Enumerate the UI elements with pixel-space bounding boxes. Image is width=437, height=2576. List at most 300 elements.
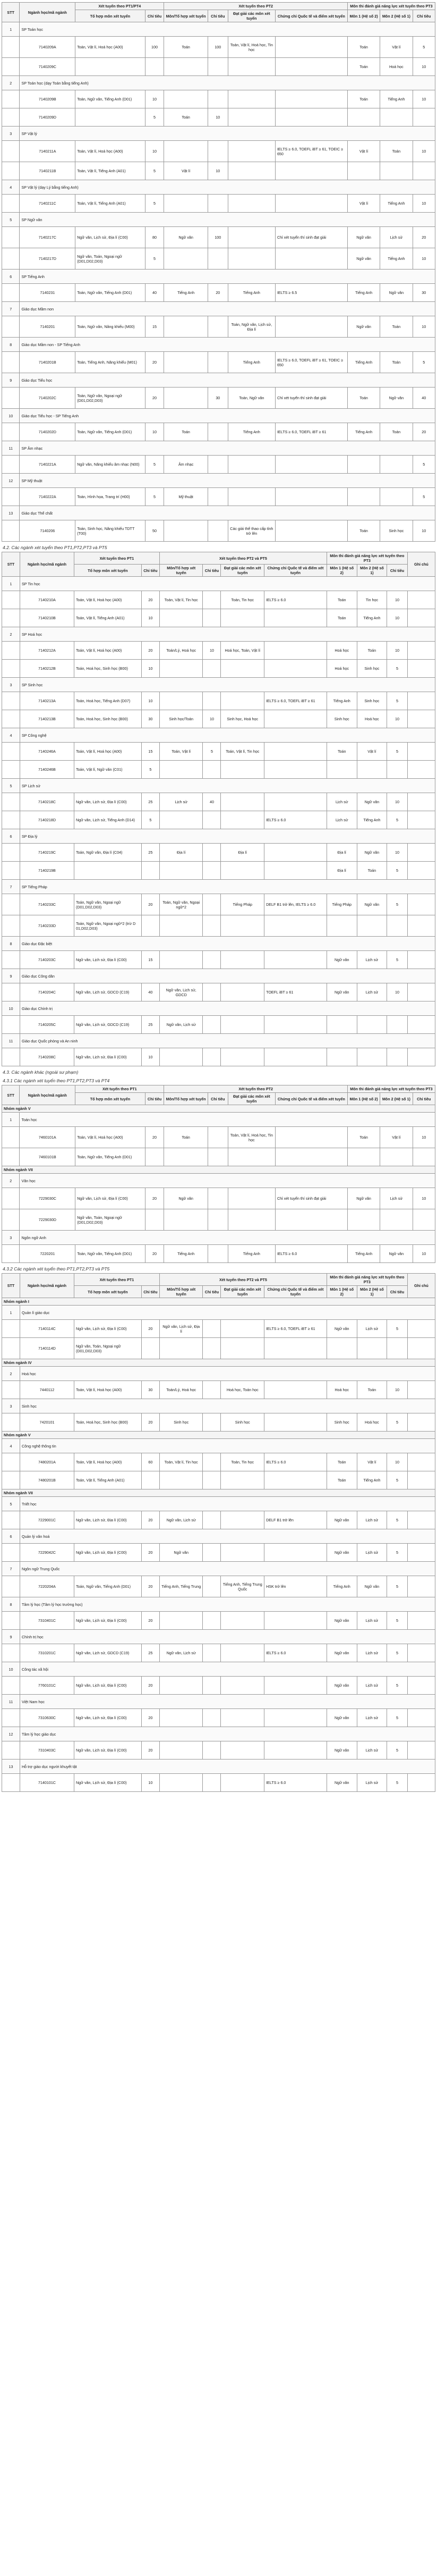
- chi-tieu-cell: 5: [145, 195, 164, 213]
- chi-tieu-cell: 10: [208, 162, 228, 180]
- mon-1-cell: Địa lí: [327, 844, 357, 862]
- stt-cell: [2, 1741, 20, 1760]
- code-cell: 7140202C: [20, 388, 75, 409]
- chi-tieu-cell: 5: [387, 894, 408, 915]
- code-cell: 7440112: [20, 1381, 74, 1399]
- stt-cell: [2, 1471, 20, 1489]
- code-row: [2, 37, 435, 58]
- to-hop-cell: Toán, Vật lí, Hoá học (A00): [75, 1127, 145, 1148]
- stt-cell: 6: [2, 270, 20, 284]
- header-ghi-chu: Ghi chú: [407, 1274, 435, 1298]
- chi-tieu-cell: 10: [203, 642, 221, 660]
- header-pt3: Môn thi đánh giá năng lực xét tuyển theo PT3: [347, 3, 435, 10]
- chung-chi-cell: [264, 1338, 327, 1359]
- mon-2-cell: Vật lí: [380, 1127, 413, 1148]
- code-cell: 7229030D: [20, 1209, 75, 1231]
- mon-xet-tuyen-cell: [159, 1677, 203, 1695]
- major-name-cell: SP Công nghệ: [20, 728, 435, 743]
- chi-tieu-cell: 10: [413, 195, 435, 213]
- stt-cell: [2, 951, 20, 969]
- mon-1-cell: Ngữ văn: [327, 1612, 357, 1630]
- mon-1-cell: Lịch sử: [327, 811, 357, 829]
- stt-cell: [2, 58, 20, 76]
- chi-tieu-cell: [203, 660, 221, 678]
- mon-2-cell: Sinh học: [357, 660, 387, 678]
- chi-tieu-cell: [203, 1544, 221, 1562]
- stt-cell: [2, 423, 20, 441]
- dat-giai-cell: Hoá học, Toán học: [221, 1381, 264, 1399]
- code-cell: 7220201: [20, 1245, 75, 1263]
- header-mon: Môn/Tổ hợp xét tuyển: [164, 1093, 208, 1105]
- stt-cell: [2, 710, 20, 728]
- mon-xet-tuyen-cell: [159, 862, 203, 880]
- mon-xet-tuyen-cell: [164, 58, 208, 76]
- header-pt1: Xét tuyển theo PT1: [74, 1274, 159, 1286]
- chi-tieu-cell: 10: [141, 660, 159, 678]
- mon-xet-tuyen-cell: Toán, Vật lí, Tin học: [159, 1453, 203, 1471]
- dat-giai-cell: [221, 660, 264, 678]
- chi-tieu-cell: 10: [387, 793, 408, 811]
- chi-tieu-cell: 100: [208, 227, 228, 248]
- stt-cell: 3: [2, 1399, 20, 1413]
- stt-cell: [2, 1188, 20, 1209]
- major-name-cell: Tâm lý học giáo dục: [20, 1727, 435, 1741]
- chi-tieu-cell: 10: [387, 710, 408, 728]
- major-name-cell: Giáo dục Đặc biệt: [20, 937, 435, 951]
- stt-cell: [2, 1338, 20, 1359]
- major-row: [2, 409, 435, 423]
- code-cell: 7140222A: [20, 488, 75, 506]
- to-hop-cell: Ngữ văn, Lịch sử, GDCD (C19): [74, 1644, 141, 1662]
- major-row: [2, 1399, 435, 1413]
- chi-tieu-cell: [141, 915, 159, 937]
- major-name-cell: Hỗ trợ giáo dục người khuyết tật: [20, 1760, 435, 1774]
- mon-1-cell: Tiếng Anh: [327, 1576, 357, 1597]
- dat-giai-cell: [221, 793, 264, 811]
- chung-chi-cell: [264, 710, 327, 728]
- to-hop-cell: Ngữ văn, Lịch sử, Địa lí (C00): [74, 793, 141, 811]
- ghi-chu-cell: [407, 761, 435, 779]
- to-hop-cell: Toán, Ngữ văn, Tiếng Anh (D01): [75, 90, 145, 108]
- mon-1-cell: [327, 915, 357, 937]
- major-name-cell: Quản lí giáo dục: [20, 1306, 435, 1320]
- major-name-cell: Giáo dục Tiểu học - SP Tiếng Anh: [20, 409, 435, 423]
- ghi-chu-cell: [407, 1576, 435, 1597]
- mon-xet-tuyen-cell: Toán, Ngữ văn, Ngoại ngữ*2: [159, 894, 203, 915]
- to-hop-cell: Toán, Vật lí, Tiếng Anh (A01): [74, 1471, 141, 1489]
- chi-tieu-cell: 10: [413, 58, 435, 76]
- major-row: [2, 1562, 435, 1576]
- to-hop-cell: Toán, Hoá học, Sinh học (B00): [74, 1413, 141, 1432]
- chi-tieu-cell: [208, 248, 228, 270]
- mon-xet-tuyen-cell: Sinh học: [159, 1413, 203, 1432]
- code-row: [2, 520, 435, 542]
- code-row: [2, 1188, 435, 1209]
- header-stt: STT: [2, 1085, 20, 1105]
- chi-tieu-cell: 5: [387, 1320, 408, 1338]
- code-row: [2, 793, 435, 811]
- chi-tieu-cell: 20: [141, 591, 159, 609]
- mon-1-cell: Toán: [347, 58, 380, 76]
- major-name-cell: Giáo dục Mầm non - SP Tiếng Anh: [20, 338, 435, 352]
- mon-xet-tuyen-cell: [159, 692, 203, 710]
- chung-chi-cell: [264, 844, 327, 862]
- chi-tieu-cell: [203, 983, 221, 1001]
- mon-1-cell: Hoá học: [327, 660, 357, 678]
- header-pt3: Môn thi đánh giá năng lực xét tuyển theo PT3: [327, 552, 407, 565]
- dat-giai-cell: Tiếng Anh: [228, 352, 275, 373]
- major-name-cell: Tâm lý học (Tâm lý học trường học): [20, 1597, 435, 1612]
- code-cell: 7140212B: [20, 660, 74, 678]
- code-row: [2, 642, 435, 660]
- code-cell: 7140203C: [20, 951, 74, 969]
- mon-1-cell: Tiếng Pháp: [327, 894, 357, 915]
- stt-cell: [2, 284, 20, 302]
- to-hop-cell: Toán, Vật lí, Hoá học (A00): [74, 743, 141, 761]
- mon-2-cell: [357, 915, 387, 937]
- stt-cell: [2, 642, 20, 660]
- chi-tieu-cell: [208, 1148, 228, 1166]
- mon-1-cell: Vật lí: [347, 141, 380, 162]
- mon-xet-tuyen-cell: Vật lí: [164, 162, 208, 180]
- mon-2-cell: [357, 1048, 387, 1066]
- stt-cell: [2, 915, 20, 937]
- chi-tieu-cell: [203, 1511, 221, 1529]
- mon-1-cell: Ngữ văn: [347, 316, 380, 338]
- chi-tieu-cell: [208, 488, 228, 506]
- mon-xet-tuyen-cell: Ngữ văn, Lịch sử, GDCD: [159, 983, 203, 1001]
- ghi-chu-cell: [407, 743, 435, 761]
- stt-cell: 4: [2, 728, 20, 743]
- chi-tieu-cell: [203, 1741, 221, 1760]
- mon-1-cell: Ngữ văn: [327, 1320, 357, 1338]
- chi-tieu-cell: [208, 90, 228, 108]
- chung-chi-cell: IELTS ≥ 6.0: [264, 591, 327, 609]
- header-mon-1: Môn 1 (Hệ số 2): [327, 1286, 357, 1298]
- header-stt: STT: [2, 552, 20, 577]
- chi-tieu-cell: 20: [141, 894, 159, 915]
- chi-tieu-cell: 5: [387, 1511, 408, 1529]
- chung-chi-cell: [264, 915, 327, 937]
- mon-xet-tuyen-cell: [164, 1148, 208, 1166]
- stt-cell: 13: [2, 506, 20, 520]
- stt-cell: [2, 248, 20, 270]
- chi-tieu-cell: 60: [141, 1453, 159, 1471]
- ghi-chu-cell: [407, 1338, 435, 1359]
- mon-1-cell: Ngữ văn: [327, 1544, 357, 1562]
- major-row: [2, 937, 435, 951]
- header-pt2: Xét tuyển theo PT2 và PT5: [159, 552, 327, 565]
- major-name-cell: SP Toán học (dạy Toán bằng tiếng Anh): [20, 76, 435, 90]
- stt-cell: [2, 811, 20, 829]
- major-row: [2, 829, 435, 844]
- dat-giai-cell: [228, 195, 275, 213]
- header-dat-giai: Đạt giải các môn xét tuyển: [228, 1093, 275, 1105]
- chi-tieu-cell: [208, 423, 228, 441]
- stt-cell: 2: [2, 627, 20, 642]
- stt-cell: [2, 1245, 20, 1263]
- chi-tieu-cell: 10: [413, 1245, 435, 1263]
- major-row: [2, 1034, 435, 1048]
- stt-cell: [2, 195, 20, 213]
- code-row: [2, 90, 435, 108]
- stt-cell: [2, 862, 20, 880]
- to-hop-cell: Ngữ văn, Lịch sử, Địa lí (C00): [74, 1320, 141, 1338]
- chi-tieu-cell: 5: [387, 1471, 408, 1489]
- mon-2-cell: Lịch sử: [357, 1612, 387, 1630]
- chi-tieu-cell: 20: [141, 1576, 159, 1597]
- stt-cell: 12: [2, 1727, 20, 1741]
- section-subtitle: 4.3.1 Các ngành xét tuyển theo PT1,PT2,PT3 và PT4: [3, 1078, 110, 1083]
- to-hop-cell: Ngữ văn, Lịch sử, Địa lí (C00): [74, 1612, 141, 1630]
- code-cell: 7140246B: [20, 761, 74, 779]
- code-row: [2, 1127, 435, 1148]
- major-name-cell: SP Mỹ thuật: [20, 474, 435, 488]
- chi-tieu-cell: [145, 1209, 164, 1231]
- group-header-row: [2, 1298, 435, 1306]
- mon-2-cell: Sinh học: [357, 692, 387, 710]
- header-chi-tieu: Chỉ tiêu: [141, 1286, 159, 1298]
- ghi-chu-cell: [407, 811, 435, 829]
- stt-cell: [2, 1381, 20, 1399]
- major-name-cell: Triết học: [20, 1497, 435, 1511]
- mon-xet-tuyen-cell: [159, 1471, 203, 1489]
- stt-cell: [2, 227, 20, 248]
- chi-tieu-cell: 5: [145, 456, 164, 474]
- chi-tieu-cell: [413, 1148, 435, 1166]
- chi-tieu-cell: [203, 1413, 221, 1432]
- dat-giai-cell: Địa lí: [221, 844, 264, 862]
- dat-giai-cell: [221, 915, 264, 937]
- code-row: [2, 1644, 435, 1662]
- to-hop-cell: Toán, Vật lí, Hoá học (A00): [74, 591, 141, 609]
- dat-giai-cell: Các giải thể thao cấp tỉnh trở lên: [228, 520, 275, 542]
- mon-1-cell: Toán: [347, 37, 380, 58]
- chi-tieu-cell: [208, 1188, 228, 1209]
- dat-giai-cell: Tiếng Anh: [228, 423, 275, 441]
- mon-xet-tuyen-cell: Ngữ văn: [164, 1188, 208, 1209]
- header-mon: Môn/Tổ hợp xét tuyển: [159, 1286, 203, 1298]
- group-label: Nhóm ngành VII: [2, 1166, 435, 1174]
- to-hop-cell: Ngữ văn, Lịch sử, Địa lí (C00): [74, 1511, 141, 1529]
- chi-tieu-cell: [413, 1209, 435, 1231]
- chung-chi-cell: Chỉ xét tuyển thí sinh đạt giải: [275, 1188, 347, 1209]
- mon-xet-tuyen-cell: [164, 248, 208, 270]
- code-row: [2, 951, 435, 969]
- dat-giai-cell: [228, 1188, 275, 1209]
- major-name-cell: Việt Nam học: [20, 1695, 435, 1709]
- section-title: 4.2. Các ngành xét tuyển theo PT1,PT2,PT3 và PT5: [3, 545, 107, 550]
- to-hop-cell: Ngữ văn, Lịch sử, Địa lí (C00): [75, 227, 145, 248]
- code-cell: 7140217C: [20, 227, 75, 248]
- chi-tieu-cell: [208, 195, 228, 213]
- chi-tieu-cell: 5: [413, 456, 435, 474]
- mon-2-cell: [357, 1338, 387, 1359]
- stt-cell: 13: [2, 1760, 20, 1774]
- mon-1-cell: Vật lí: [347, 195, 380, 213]
- admission-table-4: [2, 1273, 435, 1792]
- stt-cell: [2, 1709, 20, 1727]
- mon-1-cell: Ngữ văn: [327, 1511, 357, 1529]
- header-mon-2: Môn 2 (Hệ số 1): [380, 10, 413, 22]
- mon-xet-tuyen-cell: Tiếng Anh: [164, 284, 208, 302]
- mon-1-cell: Ngữ văn: [347, 1188, 380, 1209]
- mon-xet-tuyen-cell: Ngữ văn, Lịch sử: [159, 1511, 203, 1529]
- chi-tieu-cell: 5: [387, 951, 408, 969]
- header-stt: STT: [2, 1274, 20, 1298]
- mon-2-cell: Lịch sử: [380, 227, 413, 248]
- header-chi-tieu: Chỉ tiêu: [387, 565, 408, 577]
- to-hop-cell: Ngữ văn, Lịch sử, Địa lí (C00): [75, 1188, 145, 1209]
- chi-tieu-cell: [203, 915, 221, 937]
- to-hop-cell: Toán, Hoá học, Sinh học (B00): [74, 660, 141, 678]
- chi-tieu-cell: 10: [145, 90, 164, 108]
- chung-chi-cell: TOEFL iBT ≥ 61: [264, 983, 327, 1001]
- mon-1-cell: Toán: [327, 743, 357, 761]
- chung-chi-cell: [275, 58, 347, 76]
- dat-giai-cell: Sinh học: [221, 1413, 264, 1432]
- mon-1-cell: Hoá học: [327, 1381, 357, 1399]
- header-to-hop: Tổ hợp môn xét tuyển: [75, 10, 145, 22]
- to-hop-cell: Toán, Vật lí, Tiếng Anh (A01): [75, 195, 145, 213]
- mon-2-cell: Tiếng Anh: [357, 811, 387, 829]
- mon-2-cell: Ngữ văn: [380, 284, 413, 302]
- code-row: [2, 1471, 435, 1489]
- chung-chi-cell: [264, 761, 327, 779]
- mon-xet-tuyen-cell: Toán: [164, 423, 208, 441]
- chi-tieu-cell: [208, 520, 228, 542]
- to-hop-cell: Ngữ văn, Lịch sử, Địa lí (C00): [74, 1544, 141, 1562]
- major-name-cell: SP Tiếng Anh: [20, 270, 435, 284]
- ghi-chu-cell: [407, 894, 435, 915]
- stt-cell: [2, 743, 20, 761]
- code-cell: 7140212A: [20, 642, 74, 660]
- code-cell: 7140219C: [20, 844, 74, 862]
- chi-tieu-cell: [203, 811, 221, 829]
- to-hop-cell: [75, 58, 145, 76]
- to-hop-cell: Toán, Hoá học, Sinh học (B00): [74, 710, 141, 728]
- dat-giai-cell: [228, 488, 275, 506]
- dat-giai-cell: Hoá học, Toán, Vật lí: [221, 642, 264, 660]
- code-cell: 7140231: [20, 284, 75, 302]
- mon-xet-tuyen-cell: Toán/Lý, Hoá học: [159, 1381, 203, 1399]
- major-name-cell: Toán học: [20, 1113, 435, 1127]
- chung-chi-cell: [264, 793, 327, 811]
- code-row: [2, 591, 435, 609]
- dat-giai-cell: Toán, Ngữ văn, Lịch sử, Địa lí: [228, 316, 275, 338]
- chung-chi-cell: [275, 316, 347, 338]
- mon-1-cell: Ngữ văn: [327, 1774, 357, 1792]
- chi-tieu-cell: 100: [145, 37, 164, 58]
- to-hop-cell: Ngữ văn, Lịch sử, Địa lí (C00): [74, 1741, 141, 1760]
- mon-xet-tuyen-cell: [159, 609, 203, 627]
- code-cell: 7140211C: [20, 195, 75, 213]
- code-row: [2, 1338, 435, 1359]
- stt-cell: [2, 1127, 20, 1148]
- ghi-chu-cell: [407, 710, 435, 728]
- section-title: 4.3. Các ngành khác (ngoài sư phạm): [3, 1070, 79, 1075]
- dat-giai-cell: [221, 1048, 264, 1066]
- code-cell: 7310401C: [20, 1612, 74, 1630]
- dat-giai-cell: [228, 141, 275, 162]
- stt-cell: 4: [2, 180, 20, 195]
- mon-2-cell: Vật lí: [357, 1453, 387, 1471]
- chi-tieu-cell: 10: [141, 1774, 159, 1792]
- chi-tieu-cell: 5: [387, 692, 408, 710]
- major-row: [2, 302, 435, 316]
- stt-cell: 6: [2, 829, 20, 844]
- chi-tieu-cell: 25: [141, 793, 159, 811]
- chi-tieu-cell: 30: [141, 710, 159, 728]
- code-cell: 7140221A: [20, 456, 75, 474]
- code-cell: 7140246A: [20, 743, 74, 761]
- stt-cell: 3: [2, 678, 20, 692]
- major-name-cell: Giáo dục Quốc phòng và An ninh: [20, 1034, 435, 1048]
- mon-2-cell: [357, 1016, 387, 1034]
- header-pt1: Xét tuyển theo PT1: [75, 1085, 164, 1093]
- mon-2-cell: Sinh học: [380, 520, 413, 542]
- chung-chi-cell: IELTS ≥ 6.0, TOEFL iBT ≥ 61: [264, 692, 327, 710]
- chi-tieu-cell: 40: [141, 983, 159, 1001]
- major-row: [2, 1529, 435, 1544]
- code-cell: 7140209D: [20, 108, 75, 127]
- code-row: [2, 609, 435, 627]
- dat-giai-cell: Toán, Vật lí, Hoá học, Tin học: [228, 37, 275, 58]
- chung-chi-cell: IELTS ≥ 6.0, TOEFL iBT ≥ 61: [264, 1320, 327, 1338]
- dat-giai-cell: [228, 248, 275, 270]
- to-hop-cell: Ngữ văn, Lịch sử, Địa lí (C00): [74, 1048, 141, 1066]
- ghi-chu-cell: [407, 591, 435, 609]
- major-row: [2, 627, 435, 642]
- chung-chi-cell: [264, 1612, 327, 1630]
- code-cell: 7140209C: [20, 58, 75, 76]
- header-chi-tieu: Chỉ tiêu: [387, 1286, 408, 1298]
- ghi-chu-cell: [407, 915, 435, 937]
- chi-tieu-cell: 10: [141, 609, 159, 627]
- mon-1-cell: Tiếng Anh: [347, 423, 380, 441]
- stt-cell: [2, 1453, 20, 1471]
- major-row: [2, 127, 435, 141]
- mon-2-cell: Toán: [380, 141, 413, 162]
- code-cell: 7140213B: [20, 710, 74, 728]
- ghi-chu-cell: [407, 642, 435, 660]
- to-hop-cell: Toán, Ngữ văn, Tiếng Anh (D01): [75, 423, 145, 441]
- code-row: [2, 894, 435, 915]
- dat-giai-cell: Sinh học, Hoá học: [221, 710, 264, 728]
- dat-giai-cell: Toán, Vật lí, Hoá học, Tin học: [228, 1127, 275, 1148]
- mon-1-cell: [347, 1148, 380, 1166]
- code-cell: 7460101A: [20, 1127, 75, 1148]
- ghi-chu-cell: [407, 1677, 435, 1695]
- major-name-cell: SP Lịch sử: [20, 779, 435, 793]
- chi-tieu-cell: 20: [141, 1741, 159, 1760]
- major-name-cell: SP Vật lý (dạy Lý bằng tiếng Anh): [20, 180, 435, 195]
- stt-cell: [2, 1148, 20, 1166]
- chi-tieu-cell: [203, 844, 221, 862]
- ghi-chu-cell: [407, 1453, 435, 1471]
- stt-cell: 7: [2, 302, 20, 316]
- major-row: [2, 213, 435, 227]
- group-header-row: [2, 1359, 435, 1367]
- major-name-cell: Giáo dục Công dân: [20, 969, 435, 983]
- chung-chi-cell: DELF B1 trở lên, IELTS ≥ 6.0: [264, 894, 327, 915]
- dat-giai-cell: [228, 108, 275, 127]
- chung-chi-cell: [275, 1148, 347, 1166]
- header-mon-1: Môn 1 (Hệ số 2): [327, 565, 357, 577]
- chi-tieu-cell: [208, 1127, 228, 1148]
- code-cell: 7140209B: [20, 90, 75, 108]
- chi-tieu-cell: [208, 1245, 228, 1263]
